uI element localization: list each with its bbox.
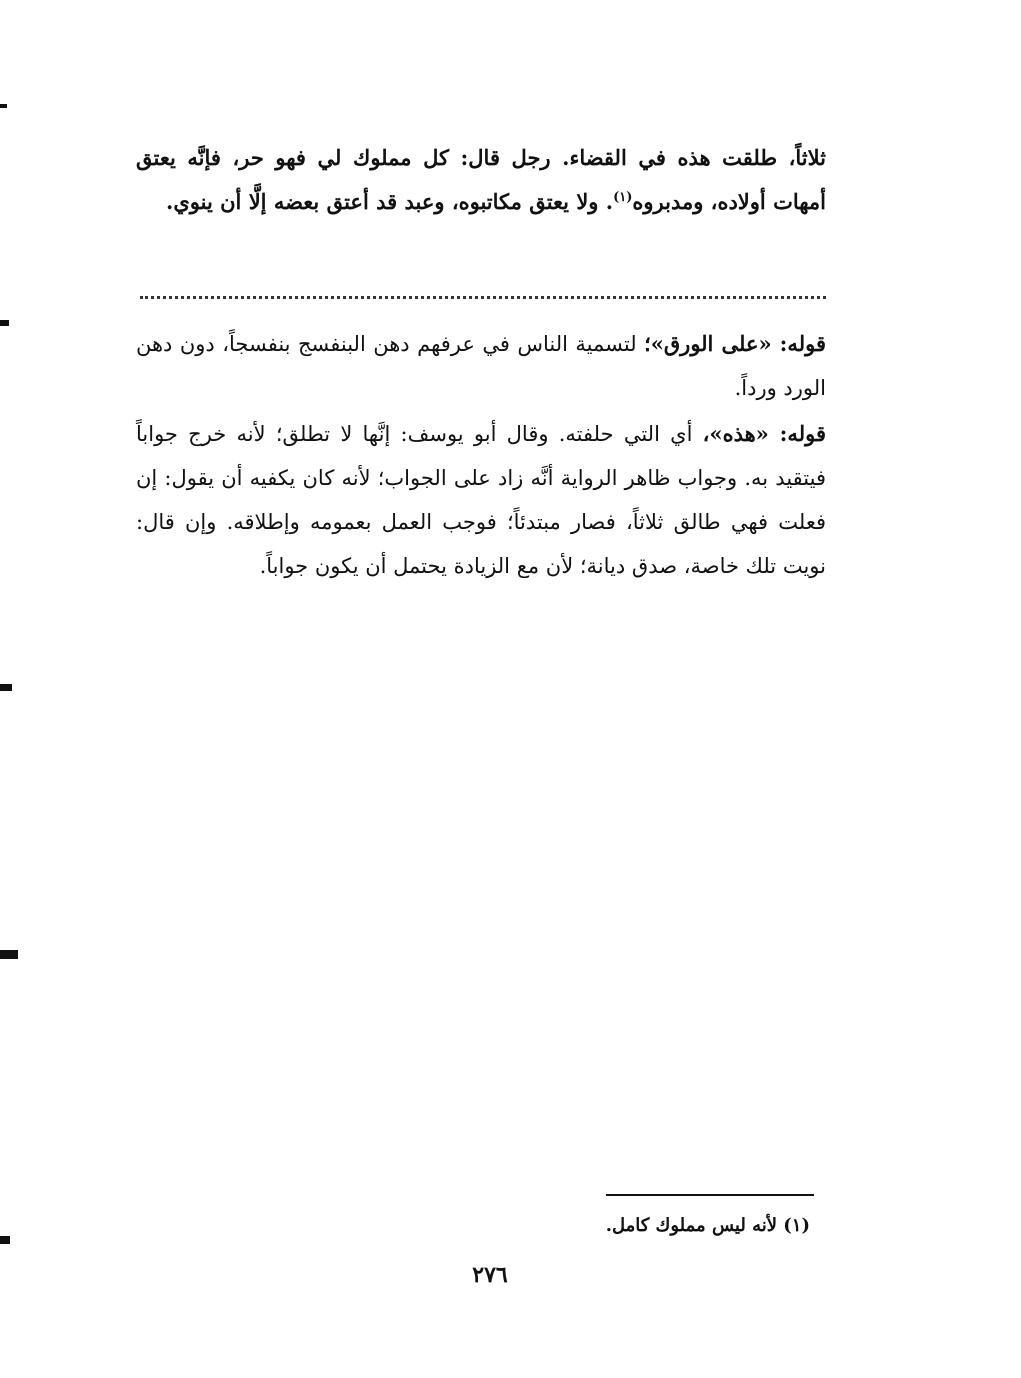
footnote-rule — [606, 1194, 814, 1196]
main-text-part: ثلاثاً، طلقت هذه في القضاء. رجل قال: كل مملوك لي فهو حر، فإنَّه يعتق أمهات أولاده، ومدبروه — [136, 145, 826, 214]
main-text-part: . ولا يعتق مكاتبوه، وعبد قد أعتق بعضه إلَّا أن ينوي. — [166, 189, 614, 214]
main-text-paragraph — [136, 136, 826, 224]
commentary-body: أي التي حلفته. وقال أبو يوسف: إنَّها لا تطلق؛ لأنه خرج جواباً فيتقيد به. وجواب ظاهر الرواية أنَّه زاد على الجواب؛ لأنه كان يكفيه أن يقول: إن فعلت فهي طالق ثلاثاً، فصار مبتدئاً؛ فوجب العمل بعمومه وإطلاقه. وإن قال: نويت تلك خاصة، صدق ديانة؛ لأن مع الزيادة يحتمل أن يكون جواباً. — [136, 422, 826, 578]
footnote-reference: (١) — [613, 190, 633, 205]
scan-edge-mark — [0, 104, 7, 108]
commentary-body: لتسمية الناس في عرفهم دهن البنفسج بنفسجاً، دون دهن الورد ورداً. — [136, 332, 826, 400]
scan-edge-mark — [0, 950, 18, 959]
footnote: (١) لأنه ليس مملوك كامل. — [605, 1215, 810, 1236]
commentary-lead: قوله: «هذه»، — [702, 421, 826, 446]
commentary-paragraph — [136, 322, 826, 410]
page-number: ٢٧٦ — [472, 1262, 508, 1288]
commentary-paragraph — [136, 412, 826, 588]
scan-edge-mark — [0, 684, 12, 691]
commentary-lead: قوله: «على الورق»؛ — [644, 331, 826, 356]
scan-edge-mark — [0, 1236, 10, 1244]
scan-edge-mark — [0, 320, 9, 326]
dotted-separator — [140, 296, 826, 299]
